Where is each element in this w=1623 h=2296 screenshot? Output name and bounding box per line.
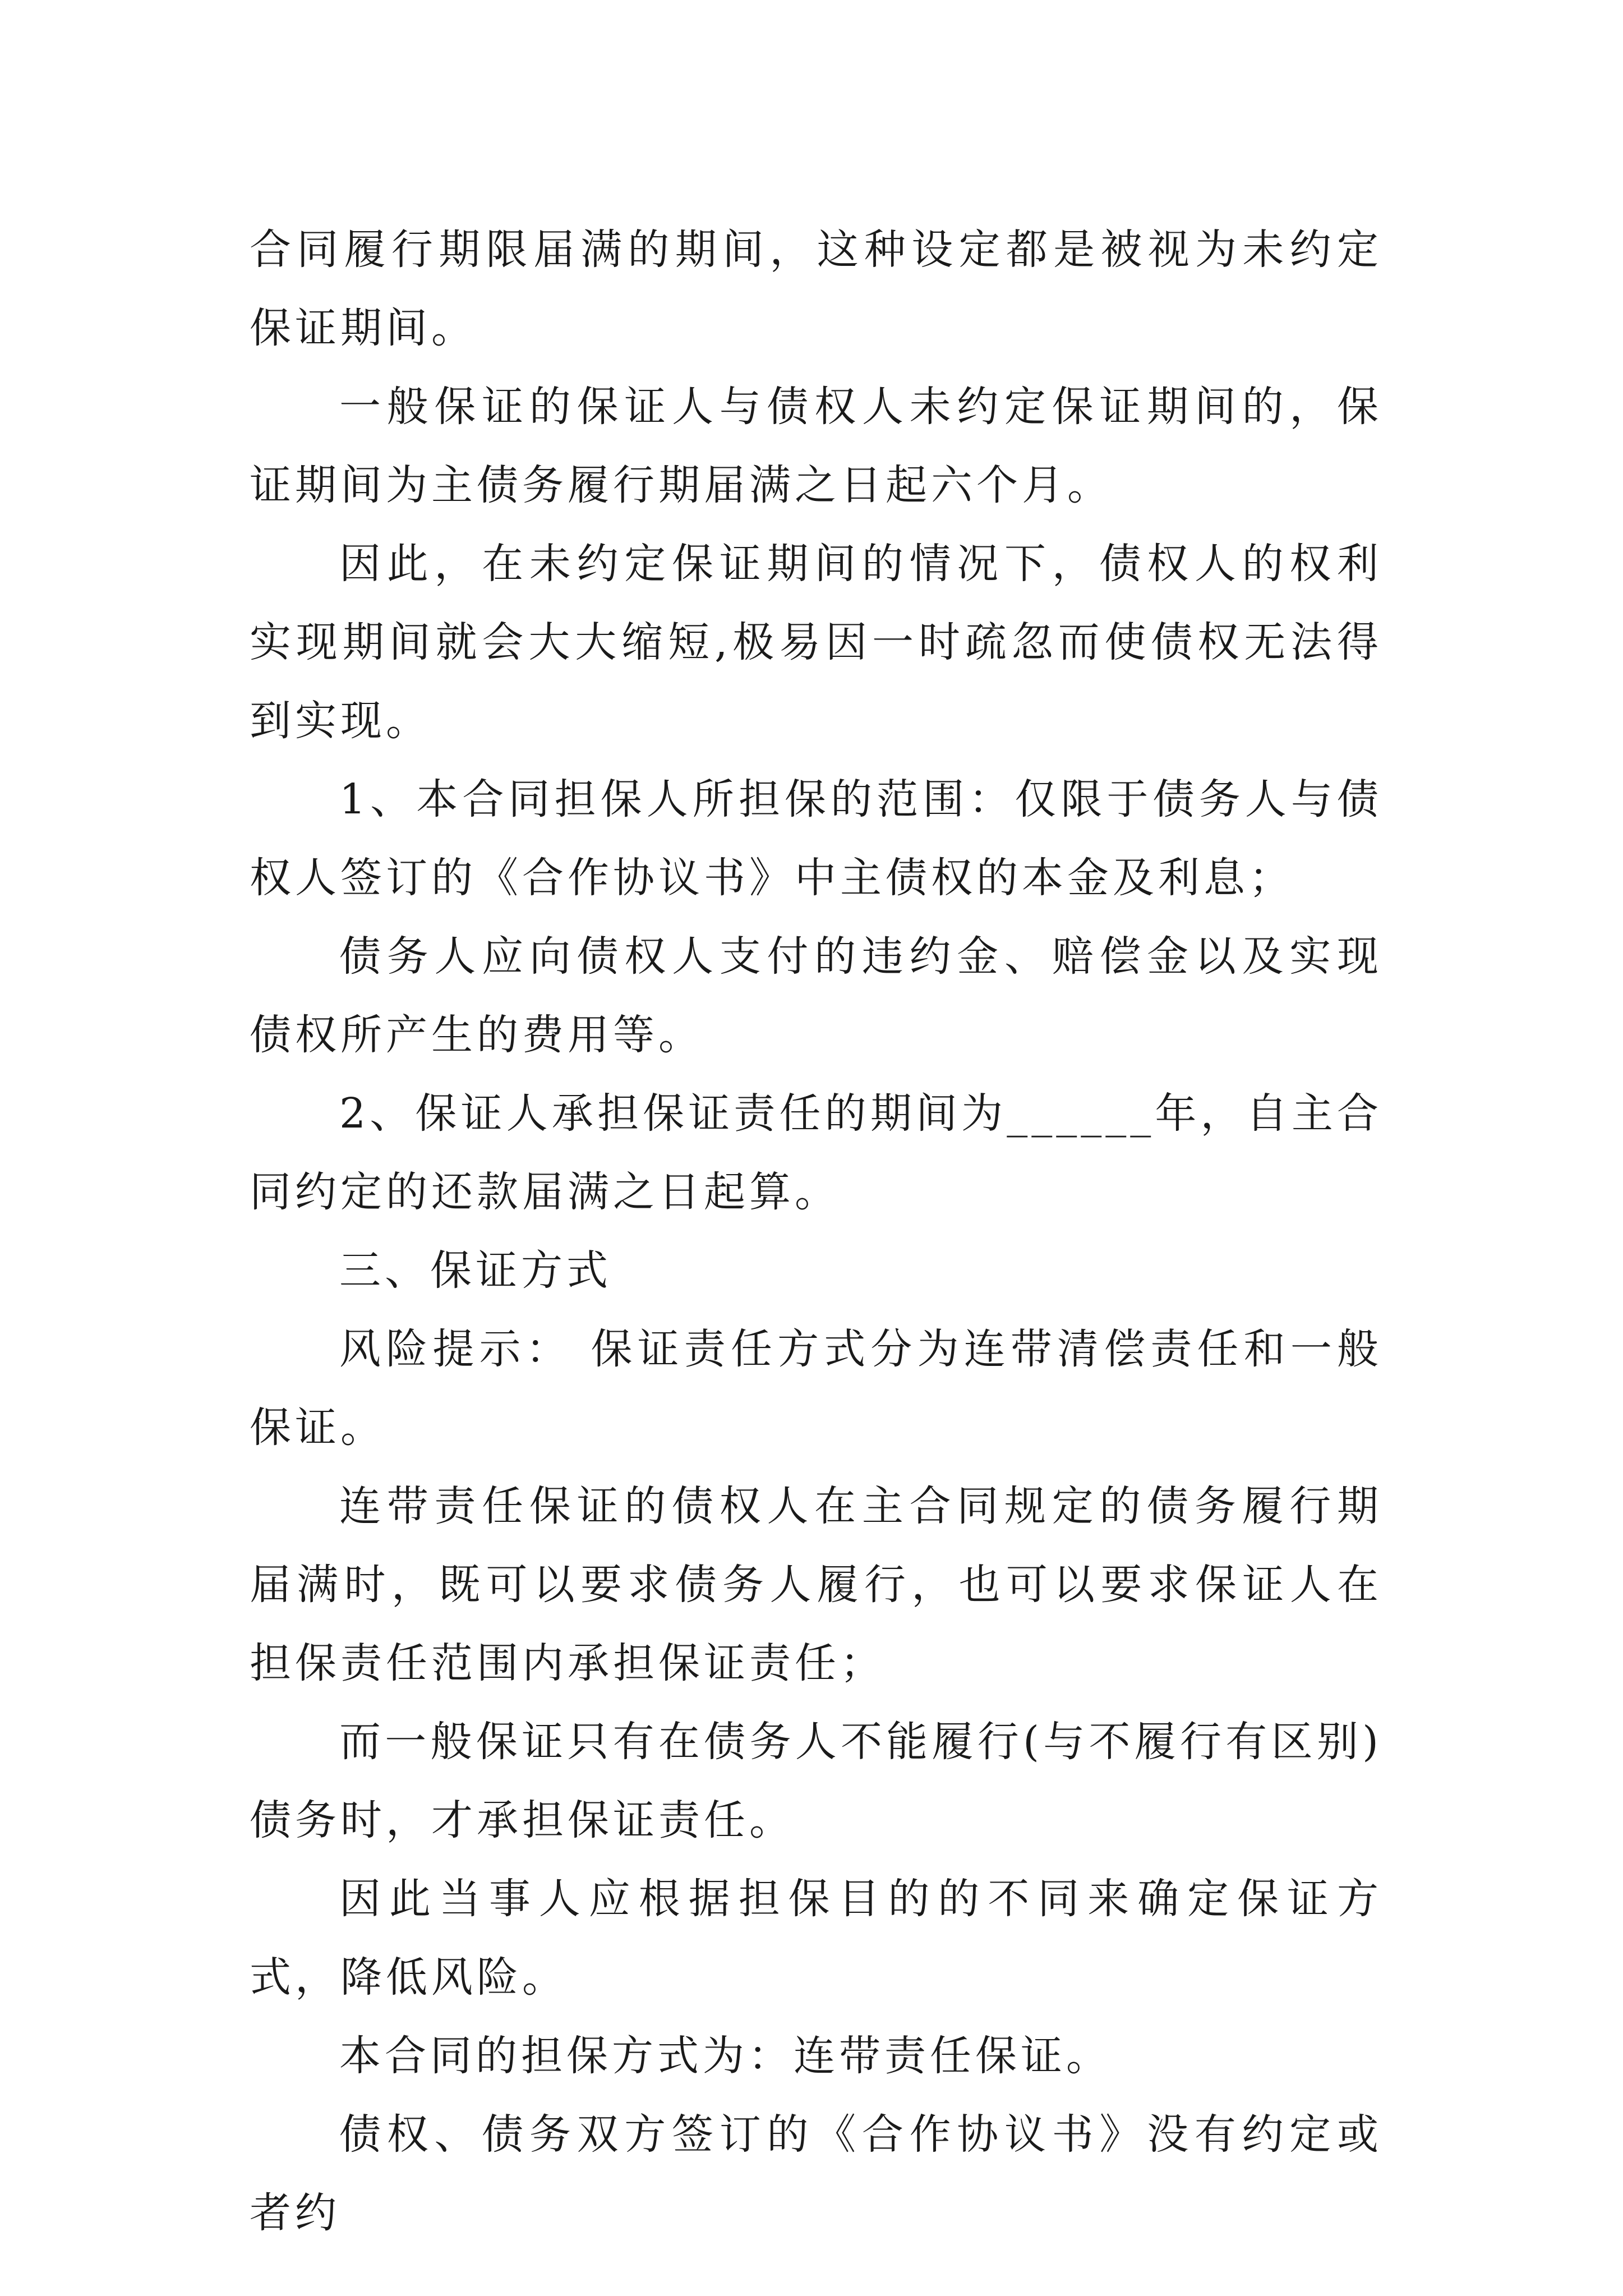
- paragraph: 风险提示： 保证责任方式分为连带清偿责任和一般保证。: [250, 1325, 1382, 1452]
- paragraph: 本合同的担保方式为：连带责任保证。: [339, 2032, 1112, 2080]
- paragraph: 一般保证的保证人与债权人未约定保证期间的，保证期间为主债务履行期届满之日起六个月。: [250, 383, 1382, 509]
- document-body: [250, 210, 1382, 2252]
- paragraph: 因此当事人应根据担保目的的不同来确定保证方式，降低风险。: [250, 1875, 1382, 2001]
- paragraph: 债权、债务双方签订的《合作协议书》没有约定或者约: [250, 2110, 1382, 2237]
- paragraph: 而一般保证只有在债务人不能履行(与不履行有区别)债务时，才承担保证责任。: [250, 1718, 1382, 1844]
- paragraph: 合同履行期限届满的期间，这种设定都是被视为未约定保证期间。: [250, 226, 1382, 352]
- section-heading: 三、保证方式: [339, 1246, 612, 1295]
- paragraph: 1、本合同担保人所担保的范围：仅限于债务人与债权人签订的《合作协议书》中主债权的本金及利息；: [250, 775, 1382, 902]
- paragraph: 2、保证人承担保证责任的期间为______年，自主合同约定的还款届满之日起算。: [250, 1089, 1382, 1216]
- paragraph: 因此，在未约定保证期间的情况下，债权人的权利实现期间就会大大缩短,极易因一时疏忽而使债权无法得到实现。: [250, 540, 1382, 745]
- paragraph: 连带责任保证的债权人在主合同规定的债务履行期届满时，既可以要求债务人履行，也可以要求保证人在担保责任范围内承担保证责任；: [250, 1482, 1382, 1687]
- paragraph: 债务人应向债权人支付的违约金、赔偿金以及实现债权所产生的费用等。: [250, 932, 1382, 1059]
